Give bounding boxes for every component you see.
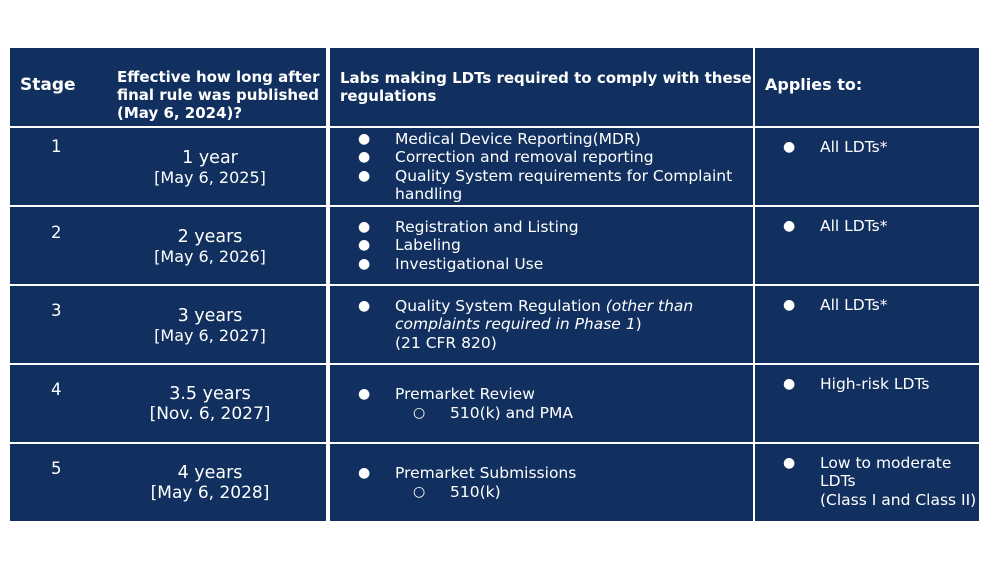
row-5-applies-line-1: Low to moderate (820, 454, 952, 472)
row-4-date: [Nov. 6, 2027] (149, 404, 271, 424)
row-1-reg-3: Quality System requirements for Complaint (395, 167, 733, 185)
row-3-reg-bullet: ● (358, 298, 371, 314)
row-4-effective (100, 384, 320, 424)
row-1-applies-bullet: ● (783, 139, 796, 155)
row-5-applies-bullet: ● (783, 455, 796, 471)
row-5-reg-main: Premarket Submissions (395, 464, 577, 482)
row-4-reg-bullet: ● (358, 386, 371, 402)
row-3-effective (100, 306, 320, 346)
row-5-stage: 5 (51, 459, 62, 478)
header-effective-line-1: Effective how long after (117, 68, 320, 86)
row-5-applies-line-2: LDTs (820, 472, 856, 490)
row-3-reg-cfr: (21 CFR 820) (395, 334, 497, 352)
row-3-applies: All LDTs* (820, 296, 888, 314)
row-3-reg-italic-2: complaints required in Phase 1 (395, 315, 636, 333)
header-effective-line-2: final rule was published (117, 86, 319, 104)
row-4-sub-bullet: ○ (413, 405, 426, 421)
row-3-stage: 3 (51, 301, 62, 320)
row-4-stage: 4 (51, 380, 62, 399)
row-2-reg-bullet-3: ● (358, 256, 371, 272)
row-3-reg-italic-1: (other than (605, 297, 694, 315)
header-effective-line-3: (May 6, 2024)? (117, 104, 243, 122)
row-3-date: [May 6, 2027] (154, 326, 266, 345)
row-4-reg-sub: 510(k) and PMA (450, 404, 573, 422)
row-2-date: [May 6, 2026] (154, 247, 266, 266)
row-1-years: 1 year (182, 148, 238, 168)
row-2-reg-1: Registration and Listing (395, 218, 579, 236)
row-2-reg-bullet-1: ● (358, 219, 371, 235)
row-1-effective (100, 148, 320, 188)
header-labs-line-2: regulations (340, 87, 437, 105)
row-1-reg-bullet-1: ● (358, 131, 371, 147)
header-labs-line-1: Labs making LDTs required to comply with these (340, 69, 752, 87)
row-5-applies-line-3: (Class I and Class II) (820, 491, 977, 509)
row-2-stage: 2 (51, 223, 62, 242)
row-3-reg-line-2 (395, 315, 642, 334)
row-1-applies: All LDTs* (820, 138, 888, 156)
row-1-reg-1: Medical Device Reporting(MDR) (395, 130, 641, 148)
header-applies: Applies to: (765, 75, 863, 94)
row-3-reg-main: Quality System Regulation (395, 297, 601, 315)
row-4-applies-bullet: ● (783, 376, 796, 392)
row-1-stage: 1 (51, 137, 62, 156)
row-3-reg-line-1 (395, 297, 693, 316)
row-2-effective (100, 227, 320, 267)
row-2-applies: All LDTs* (820, 217, 888, 235)
row-2-reg-2: Labeling (395, 236, 461, 254)
row-3-years: 3 years (177, 306, 243, 326)
row-5-years: 4 years (177, 463, 243, 483)
row-1-reg-3-cont: handling (395, 185, 463, 203)
row-2-applies-bullet: ● (783, 218, 796, 234)
row-4-applies: High-risk LDTs (820, 375, 930, 393)
row-5-reg-bullet: ● (358, 465, 371, 481)
row-2-reg-bullet-2: ● (358, 237, 371, 253)
row-4-years: 3.5 years (169, 384, 251, 404)
row-3-reg-paren: ) (635, 315, 642, 333)
row-2-reg-3: Investigational Use (395, 255, 544, 273)
row-1-date: [May 6, 2025] (154, 168, 266, 187)
row-2-years: 2 years (177, 227, 243, 247)
row-5-sub-bullet: ○ (413, 484, 426, 500)
row-1-reg-2: Correction and removal reporting (395, 148, 654, 166)
row-5-reg-sub: 510(k) (450, 483, 501, 501)
row-1-reg-bullet-2: ● (358, 149, 371, 165)
row-5-effective (100, 463, 320, 503)
row-5-regs-cell (330, 444, 753, 521)
row-5-date: [May 6, 2028] (150, 483, 270, 503)
row-3-applies-bullet: ● (783, 297, 796, 313)
header-stage: Stage (20, 75, 76, 95)
row-4-reg-main: Premarket Review (395, 385, 535, 403)
row-1-reg-bullet-3: ● (358, 168, 371, 184)
